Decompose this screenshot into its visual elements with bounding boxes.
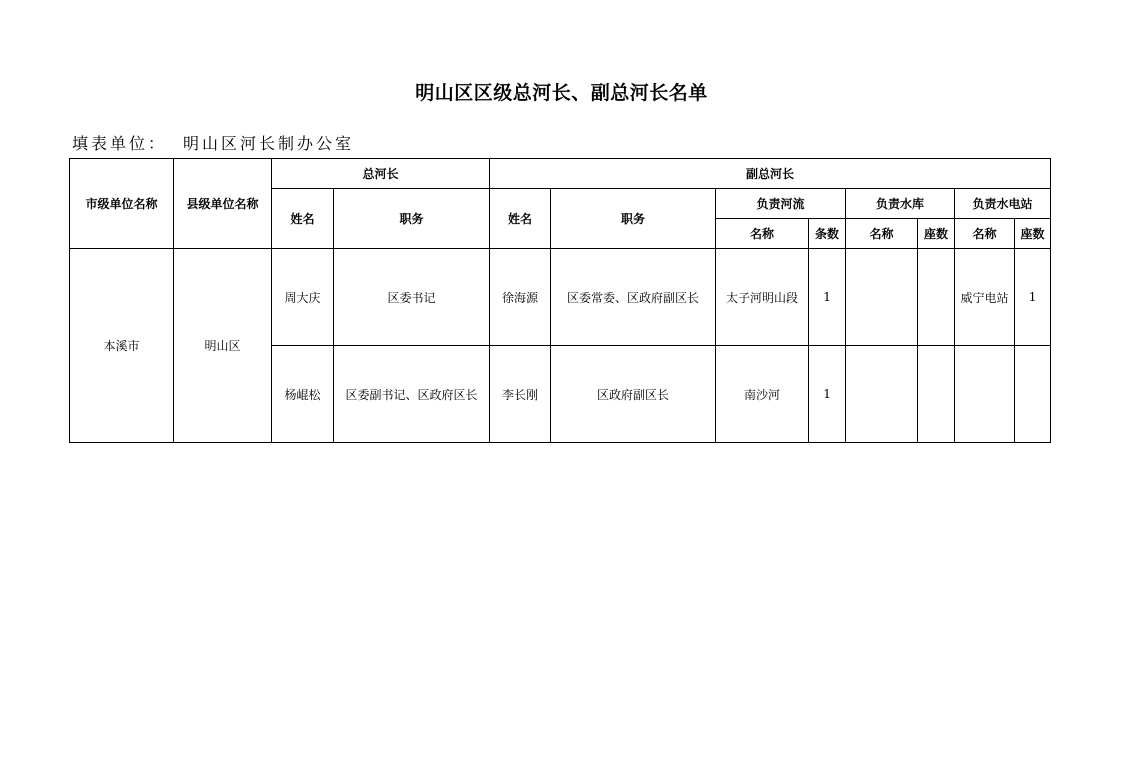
deputy-name-cell: 李长刚 bbox=[490, 346, 551, 443]
deputy-position-cell: 区委常委、区政府副区长 bbox=[551, 249, 716, 346]
header-row-1 bbox=[70, 159, 1051, 189]
header-reservoir-name: 名称 bbox=[846, 219, 918, 249]
deputy-name-cell: 徐海源 bbox=[490, 249, 551, 346]
chief-name-cell: 杨崐松 bbox=[272, 346, 334, 443]
header-station-name: 名称 bbox=[955, 219, 1015, 249]
deputy-position-cell: 区政府副区长 bbox=[551, 346, 716, 443]
header-reservoirs: 负责水库 bbox=[846, 189, 955, 219]
reservoir-name-cell bbox=[846, 249, 918, 346]
station-name-cell bbox=[955, 346, 1015, 443]
filling-unit-label: 填表单位： bbox=[72, 134, 168, 153]
filling-unit-line bbox=[72, 131, 354, 154]
header-deputy-chief: 副总河长 bbox=[490, 159, 1051, 189]
header-chief-position: 职务 bbox=[334, 189, 490, 249]
river-count-cell: 1 bbox=[809, 346, 846, 443]
header-hydropower: 负责水电站 bbox=[955, 189, 1051, 219]
river-name-cell: 太子河明山段 bbox=[716, 249, 809, 346]
header-deputy-name: 姓名 bbox=[490, 189, 551, 249]
station-count-cell: 1 bbox=[1015, 249, 1051, 346]
chief-position-cell: 区委书记 bbox=[334, 249, 490, 346]
header-deputy-position: 职务 bbox=[551, 189, 716, 249]
header-station-count: 座数 bbox=[1015, 219, 1051, 249]
reservoir-count-cell bbox=[918, 346, 955, 443]
reservoir-name-cell bbox=[846, 346, 918, 443]
chief-name-cell: 周大庆 bbox=[272, 249, 334, 346]
document-title: 明山区区级总河长、副总河长名单 bbox=[415, 82, 708, 104]
header-chief-name: 姓名 bbox=[272, 189, 334, 249]
header-chief: 总河长 bbox=[272, 159, 490, 189]
station-name-cell: 威宁电站 bbox=[955, 249, 1015, 346]
header-rivers: 负责河流 bbox=[716, 189, 846, 219]
chief-position-cell: 区委副书记、区政府区长 bbox=[334, 346, 490, 443]
river-name-cell: 南沙河 bbox=[716, 346, 809, 443]
county-cell: 明山区 bbox=[174, 249, 272, 443]
header-river-name: 名称 bbox=[716, 219, 809, 249]
header-reservoir-count: 座数 bbox=[918, 219, 955, 249]
filling-unit-value: 明山区河长制办公室 bbox=[183, 134, 355, 153]
city-cell: 本溪市 bbox=[70, 249, 174, 443]
river-chief-roster-table bbox=[69, 158, 1051, 443]
header-county-unit: 县级单位名称 bbox=[174, 159, 272, 249]
river-count-cell: 1 bbox=[809, 249, 846, 346]
reservoir-count-cell bbox=[918, 249, 955, 346]
station-count-cell bbox=[1015, 346, 1051, 443]
header-river-count: 条数 bbox=[809, 219, 846, 249]
table-row bbox=[70, 249, 1051, 346]
header-city-unit: 市级单位名称 bbox=[70, 159, 174, 249]
